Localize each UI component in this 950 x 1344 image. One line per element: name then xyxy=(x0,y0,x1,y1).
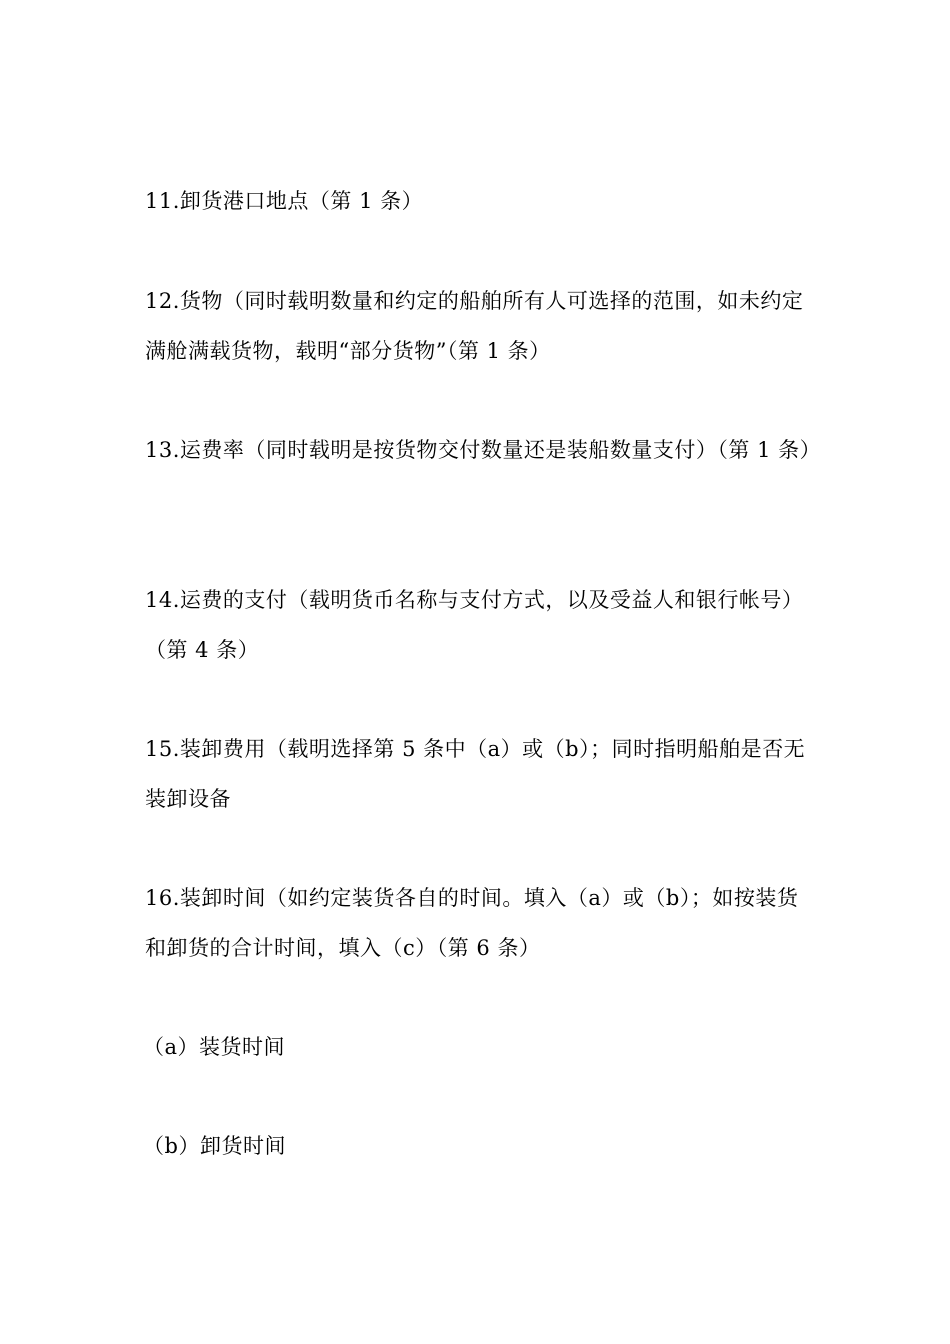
clause-16b-discharging-time: （b）卸货时间 xyxy=(143,1134,286,1158)
clause-12-cargo: 12.货物（同时载明数量和约定的船舶所有人可选择的范围，如未约定满舱满载货物，载明“部分货物”（第 1 条） xyxy=(145,289,804,363)
clause-13-freight-rate: 13.运费率（同时载明是按货物交付数量还是装船数量支付）（第 1 条） xyxy=(145,438,822,462)
clause-14-freight-payment: 14.运费的支付（载明货币名称与支付方式，以及受益人和银行帐号）（第 4 条） xyxy=(145,588,804,662)
clause-15-loading-discharging-costs: 15.装卸费用（载明选择第 5 条中（a）或（b）；同时指明船舶是否无装卸设备 xyxy=(145,737,806,811)
clause-16a-loading-time: （a）装货时间 xyxy=(143,1035,286,1059)
clause-16-laytime: 16.装卸时间（如约定装货各自的时间。填入（a）或（b）；如按装货和卸货的合计时间，填入（c）（第 6 条） xyxy=(145,886,799,960)
clause-11-discharge-port: 11.卸货港口地点（第 1 条） xyxy=(145,189,424,213)
